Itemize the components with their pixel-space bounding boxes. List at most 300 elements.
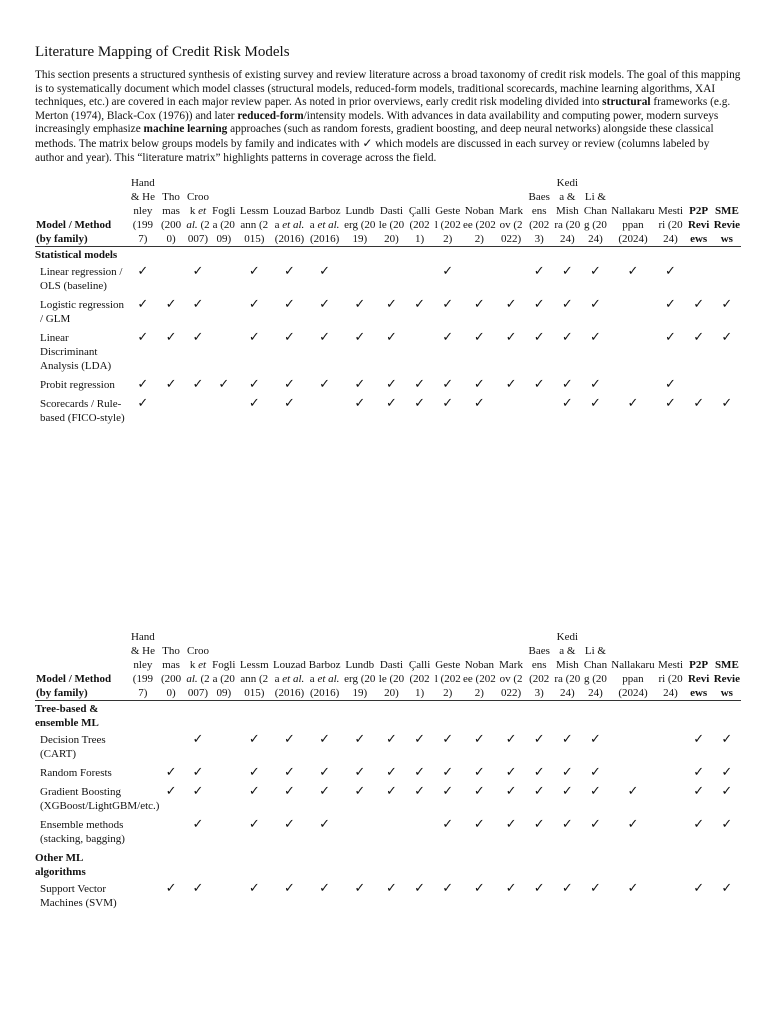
empty-cell — [307, 850, 342, 881]
check-icon: ✓ — [442, 765, 454, 780]
check-icon: ✓ — [192, 297, 204, 312]
check-icon: ✓ — [505, 330, 517, 345]
column-header-kedia: Kedia & Mishra (2024) — [554, 177, 581, 245]
check-icon: ✓ — [561, 396, 573, 411]
check-icon: ✓ — [505, 765, 517, 780]
empty-cell — [307, 396, 342, 429]
column-header-thomas: Thomas (2000) — [157, 176, 185, 247]
empty-cell — [211, 850, 237, 881]
check-icon: ✓ — [442, 732, 454, 747]
empty-cell — [462, 264, 497, 297]
check-icon: ✓ — [137, 297, 149, 312]
column-header-lundberg: Lundberg (2019) — [342, 630, 377, 701]
model-row — [35, 765, 741, 784]
column-header-fogli: Fogli a (2009) — [211, 176, 237, 247]
family-row — [35, 701, 741, 733]
empty-cell — [157, 817, 185, 850]
model-label: Random Forests — [40, 767, 112, 779]
column-header-lessmann: Lessmann (2015) — [237, 630, 272, 701]
check-icon: ✓ — [721, 765, 733, 780]
check-icon: ✓ — [414, 784, 426, 799]
literature-matrix-table — [35, 176, 741, 429]
empty-cell — [610, 765, 657, 784]
empty-cell — [610, 701, 657, 733]
check-icon: ✓ — [533, 377, 545, 392]
check-icon: ✓ — [385, 396, 397, 411]
column-header-lundberg: Lundberg (2019) — [342, 176, 377, 247]
check-icon: ✓ — [533, 330, 545, 345]
model-row — [35, 297, 741, 330]
column-header-hand: Hand & Henley (1997) — [130, 177, 155, 245]
check-icon: ✓ — [385, 330, 397, 345]
column-header-thomas: Thomas (2000) — [157, 630, 185, 701]
empty-cell — [211, 784, 237, 817]
check-icon: ✓ — [473, 817, 485, 832]
empty-cell — [211, 247, 237, 265]
check-icon: ✓ — [385, 732, 397, 747]
check-icon: ✓ — [354, 396, 366, 411]
empty-cell — [525, 701, 553, 733]
model-column-header: Model / Method (by family) — [35, 630, 129, 701]
empty-cell — [581, 247, 609, 265]
model-row — [35, 396, 741, 429]
check-icon: ✓ — [473, 784, 485, 799]
empty-cell — [685, 247, 713, 265]
column-header-sme: SME Reviews — [713, 630, 741, 701]
check-icon: ✓ — [283, 881, 295, 896]
empty-cell — [129, 765, 157, 784]
empty-cell — [129, 817, 157, 850]
empty-cell — [211, 817, 237, 850]
empty-cell — [656, 701, 684, 733]
column-header-kedia: Kedia & Mishra (2024) — [554, 631, 581, 699]
model-label: Ensemble methods (stacking, bagging) — [40, 819, 125, 845]
empty-cell — [610, 377, 657, 396]
column-header-louzada: Louzada et al. (2016) — [272, 176, 307, 247]
check-icon: ✓ — [473, 330, 485, 345]
column-header-crook: Crook et al. (2007) — [185, 630, 211, 701]
check-icon: ✓ — [473, 297, 485, 312]
column-header-calli: Çalli (2021) — [406, 630, 434, 701]
check-icon: ✓ — [442, 396, 454, 411]
check-icon: ✓ — [354, 732, 366, 747]
intro-text: /intensity models. With advances in data availability and computing power, modern surveys increasingly emphasize — [35, 109, 719, 136]
empty-cell — [237, 850, 272, 881]
empty-cell — [525, 396, 553, 429]
check-icon: ✓ — [665, 330, 676, 345]
check-icon: ✓ — [590, 297, 601, 312]
check-icon: ✓ — [165, 330, 177, 345]
intro-paragraph — [35, 69, 741, 165]
check-icon: ✓ — [590, 330, 601, 345]
model-row — [35, 732, 741, 765]
check-icon: ✓ — [665, 264, 676, 279]
column-header-fogli: Fogli a (2009) — [211, 630, 237, 701]
check-icon: ✓ — [473, 396, 485, 411]
check-icon: ✓ — [283, 377, 295, 392]
family-label: Statistical models — [35, 249, 118, 261]
check-icon: ✓ — [533, 817, 545, 832]
model-label: Scorecards / Rule-based (FICO-style) — [40, 398, 125, 424]
empty-cell — [211, 297, 237, 330]
empty-cell — [377, 264, 405, 297]
column-header-mestiri: Mestiri (2024) — [656, 630, 684, 701]
check-icon: ✓ — [665, 377, 676, 392]
empty-cell — [610, 330, 657, 377]
check-icon: ✓ — [248, 817, 260, 832]
check-icon: ✓ — [665, 396, 676, 411]
empty-cell — [406, 850, 434, 881]
model-label: Decision Trees (CART) — [40, 734, 106, 760]
empty-cell — [237, 701, 272, 733]
check-icon: ✓ — [283, 784, 295, 799]
check-icon: ✓ — [414, 396, 426, 411]
check-icon: ✓ — [627, 784, 639, 799]
check-icon: ✓ — [192, 732, 204, 747]
empty-cell — [656, 765, 684, 784]
check-icon: ✓ — [590, 377, 601, 392]
empty-cell — [610, 297, 657, 330]
check-icon: ✓ — [442, 784, 454, 799]
check-icon: ✓ — [505, 297, 517, 312]
empty-cell — [497, 701, 525, 733]
column-header-lessmann: Lessmann (2015) — [237, 176, 272, 247]
check-icon: ✓ — [442, 881, 454, 896]
empty-cell — [377, 850, 405, 881]
check-icon: ✓ — [192, 784, 204, 799]
check-icon: ✓ — [693, 330, 705, 345]
empty-cell — [157, 732, 185, 765]
empty-cell — [342, 817, 377, 850]
check-icon: ✓ — [505, 817, 517, 832]
check-icon: ✓ — [283, 765, 295, 780]
empty-cell — [211, 264, 237, 297]
check-icon: ✓ — [137, 330, 149, 345]
check-icon: ✓ — [442, 330, 454, 345]
check-icon: ✓ — [192, 330, 204, 345]
check-icon: ✓ — [283, 264, 295, 279]
empty-cell — [272, 850, 307, 881]
check-icon: ✓ — [319, 330, 331, 345]
empty-cell — [656, 732, 684, 765]
empty-cell — [157, 247, 185, 265]
check-icon: ✓ — [248, 732, 260, 747]
column-header-louzada: Louzada et al. (2016) — [272, 630, 307, 701]
check-icon: ✓ — [385, 784, 397, 799]
empty-cell — [406, 817, 434, 850]
check-icon: ✓ — [283, 396, 295, 411]
empty-cell — [129, 850, 157, 881]
check-icon: ✓ — [165, 765, 177, 780]
check-icon: ✓ — [533, 881, 545, 896]
model-label: Logistic regression / GLM — [40, 299, 125, 325]
check-icon: ✓ — [561, 377, 573, 392]
check-icon: ✓ — [137, 377, 149, 392]
check-icon: ✓ — [319, 881, 331, 896]
empty-cell — [656, 784, 684, 817]
check-icon: ✓ — [414, 297, 426, 312]
empty-cell — [553, 850, 581, 881]
check-icon: ✓ — [533, 732, 545, 747]
empty-cell — [581, 850, 609, 881]
empty-cell — [656, 817, 684, 850]
check-icon: ✓ — [473, 881, 485, 896]
empty-cell — [377, 247, 405, 265]
check-icon: ✓ — [248, 881, 260, 896]
empty-cell — [342, 850, 377, 881]
empty-cell — [185, 701, 211, 733]
empty-cell — [656, 881, 684, 914]
check-icon: ✓ — [721, 817, 733, 832]
empty-cell — [185, 396, 211, 429]
check-icon: ✓ — [442, 377, 454, 392]
check-icon: ✓ — [693, 784, 705, 799]
check-icon: ✓ — [721, 396, 733, 411]
check-icon: ✓ — [505, 732, 517, 747]
check-icon: ✓ — [385, 297, 397, 312]
empty-cell — [434, 701, 462, 733]
check-icon: ✓ — [590, 765, 601, 780]
empty-cell — [129, 247, 157, 265]
model-label: Gradient Boosting (XGBoost/LightGBM/etc.) — [40, 786, 160, 812]
model-label: Linear regression / OLS (baseline) — [40, 266, 123, 292]
model-row — [35, 817, 741, 850]
check-icon: ✓ — [533, 264, 545, 279]
check-icon: ✓ — [137, 396, 149, 411]
check-icon: ✓ — [561, 817, 573, 832]
empty-cell — [553, 701, 581, 733]
model-column-header: Model / Method (by family) — [35, 176, 129, 247]
check-icon: ✓ — [561, 330, 573, 345]
check-icon: ✓ — [192, 881, 204, 896]
check-icon: ✓ — [248, 297, 260, 312]
empty-cell — [342, 701, 377, 733]
empty-cell — [211, 396, 237, 429]
check-icon: ✓ — [319, 264, 331, 279]
empty-cell — [434, 850, 462, 881]
check-icon: ✓ — [473, 765, 485, 780]
check-icon: ✓ — [319, 732, 331, 747]
empty-cell — [406, 264, 434, 297]
empty-cell — [272, 701, 307, 733]
empty-cell — [211, 732, 237, 765]
intro-text: This section presents a structured synthesis of existing survey and review literature across a broad taxonomy of credit risk models. The goal of this mapping is to systematically document which model classes (structural models, reduced-form models, traditional scorecards, machine learning algorithms, XAI techniques, etc.) are covered in each major review paper. As noted in prior overviews, early credit risk modeling divided into — [35, 69, 741, 109]
check-icon: ✓ — [561, 732, 573, 747]
empty-cell — [129, 732, 157, 765]
empty-cell — [129, 881, 157, 914]
column-header-li: Li & Chang (2024) — [581, 630, 609, 701]
column-header-calli: Çalli (2021) — [406, 176, 434, 247]
check-icon: ✓ — [590, 396, 601, 411]
column-header-gestel: Gestel (2022) — [434, 176, 462, 247]
check-icon: ✓ — [354, 377, 366, 392]
literature-matrix-table — [35, 630, 741, 914]
check-icon: ✓ — [283, 817, 295, 832]
empty-cell — [211, 881, 237, 914]
column-header-dastile: Dastile (2020) — [377, 176, 405, 247]
column-header-baesens: Baesens (2023) — [525, 176, 553, 247]
check-icon: ✓ — [561, 881, 573, 896]
empty-cell — [237, 247, 272, 265]
check-icon: ✓ — [561, 297, 573, 312]
check-icon: ✓ — [165, 297, 177, 312]
check-icon: ✓ — [354, 330, 366, 345]
model-label: Support Vector Machines (SVM) — [40, 883, 117, 909]
check-icon: ✓ — [693, 817, 705, 832]
check-icon: ✓ — [248, 765, 260, 780]
check-icon: ✓ — [693, 732, 705, 747]
empty-cell — [525, 850, 553, 881]
column-header-barboza: Barboza et al. (2016) — [307, 176, 342, 247]
check-icon: ✓ — [627, 817, 639, 832]
empty-cell — [406, 247, 434, 265]
check-icon: ✓ — [721, 297, 733, 312]
check-icon: ✓ — [590, 817, 601, 832]
empty-cell — [656, 247, 684, 265]
column-header-barboza: Barboza et al. (2016) — [307, 630, 342, 701]
empty-cell — [157, 850, 185, 881]
check-icon: ✓ — [561, 264, 573, 279]
empty-cell — [713, 377, 741, 396]
intro-bold-reduced-form: reduced-form — [237, 109, 304, 122]
check-icon: ✓ — [319, 297, 331, 312]
check-icon: ✓ — [473, 377, 485, 392]
check-icon: ✓ — [354, 765, 366, 780]
column-header-mestiri: Mestiri (2024) — [656, 176, 684, 247]
column-header-markov: Markov (2022) — [497, 630, 525, 701]
check-icon: ✓ — [248, 377, 260, 392]
check-icon: ✓ — [414, 377, 426, 392]
empty-cell — [610, 850, 657, 881]
empty-cell — [342, 264, 377, 297]
check-icon: ✓ — [385, 881, 397, 896]
empty-cell — [434, 247, 462, 265]
column-header-baesens: Baesens (2023) — [525, 630, 553, 701]
check-icon: ✓ — [627, 264, 639, 279]
check-icon: ✓ — [192, 377, 204, 392]
empty-cell — [129, 701, 157, 733]
column-header-gestel: Gestel (2022) — [434, 630, 462, 701]
column-header-markov: Markov (2022) — [497, 176, 525, 247]
model-row — [35, 881, 741, 914]
family-label: Tree-based & ensemble ML — [35, 703, 99, 729]
column-header-crook: Crook et al. (2007) — [185, 176, 211, 247]
check-icon: ✓ — [561, 765, 573, 780]
check-icon: ✓ — [693, 396, 705, 411]
empty-cell — [685, 377, 713, 396]
empty-cell — [157, 701, 185, 733]
check-icon: ✓ — [561, 784, 573, 799]
model-label: Linear Discriminant Analysis (LDA) — [40, 332, 112, 372]
empty-cell — [553, 247, 581, 265]
check-icon: ✓ — [319, 377, 331, 392]
check-icon: ✓ — [248, 396, 260, 411]
check-icon: ✓ — [590, 732, 601, 747]
empty-cell — [377, 817, 405, 850]
check-icon: ✓ — [721, 330, 733, 345]
check-icon: ✓ — [693, 765, 705, 780]
empty-cell — [610, 732, 657, 765]
check-icon: ✓ — [590, 881, 601, 896]
intro-bold-structural: structural — [602, 96, 651, 109]
check-icon: ✓ — [414, 732, 426, 747]
column-header-nobanee: Nobanee (2022) — [462, 176, 497, 247]
check-icon: ✓ — [354, 297, 366, 312]
empty-cell — [157, 264, 185, 297]
column-header-dastile: Dastile (2020) — [377, 630, 405, 701]
column-header-p2p: P2P Reviews — [685, 176, 713, 247]
check-icon: ✓ — [248, 784, 260, 799]
column-header-nallakaruppan: Nallakaruppan (2024) — [610, 176, 657, 247]
empty-cell — [610, 247, 657, 265]
intro-text: which models are discussed in each survey or review (columns labeled by author and year). This “literature matrix” highlights patterns in coverage across the field. — [35, 137, 710, 164]
intro-text: frameworks (e.g. Merton (1974), Black-Cox (1976)) and later — [35, 96, 731, 122]
model-label: Probit regression — [40, 379, 115, 391]
check-icon: ✓ — [319, 817, 331, 832]
check-icon: ✓ — [165, 881, 177, 896]
empty-cell — [462, 701, 497, 733]
check-icon: ✓ — [362, 135, 373, 150]
check-icon: ✓ — [505, 784, 517, 799]
empty-cell — [497, 247, 525, 265]
empty-cell — [307, 247, 342, 265]
check-icon: ✓ — [627, 396, 639, 411]
check-icon: ✓ — [137, 264, 149, 279]
empty-cell — [713, 247, 741, 265]
column-header-hand: Hand & Henley (1997) — [130, 631, 155, 699]
check-icon: ✓ — [248, 330, 260, 345]
empty-cell — [685, 264, 713, 297]
empty-cell — [157, 396, 185, 429]
check-icon: ✓ — [442, 817, 454, 832]
empty-cell — [462, 247, 497, 265]
check-icon: ✓ — [354, 784, 366, 799]
check-icon: ✓ — [533, 765, 545, 780]
empty-cell — [211, 701, 237, 733]
empty-cell — [211, 765, 237, 784]
empty-cell — [581, 701, 609, 733]
check-icon: ✓ — [414, 881, 426, 896]
empty-cell — [406, 701, 434, 733]
check-icon: ✓ — [693, 297, 705, 312]
intro-bold-machine-learning: machine learning — [143, 123, 228, 136]
column-header-nobanee: Nobanee (2022) — [462, 630, 497, 701]
empty-cell — [525, 247, 553, 265]
check-icon: ✓ — [442, 264, 454, 279]
check-icon: ✓ — [283, 732, 295, 747]
check-icon: ✓ — [218, 377, 230, 392]
model-row — [35, 377, 741, 396]
model-row — [35, 784, 741, 817]
empty-cell — [713, 701, 741, 733]
check-icon: ✓ — [505, 377, 517, 392]
empty-cell — [406, 330, 434, 377]
column-header-sme: SME Reviews — [713, 176, 741, 247]
check-icon: ✓ — [590, 264, 601, 279]
check-icon: ✓ — [192, 264, 204, 279]
empty-cell — [497, 850, 525, 881]
empty-cell — [713, 264, 741, 297]
empty-cell — [211, 330, 237, 377]
empty-cell — [185, 850, 211, 881]
model-row — [35, 264, 741, 297]
empty-cell — [342, 247, 377, 265]
check-icon: ✓ — [283, 330, 295, 345]
check-icon: ✓ — [165, 784, 177, 799]
empty-cell — [307, 701, 342, 733]
empty-cell — [377, 701, 405, 733]
check-icon: ✓ — [473, 732, 485, 747]
